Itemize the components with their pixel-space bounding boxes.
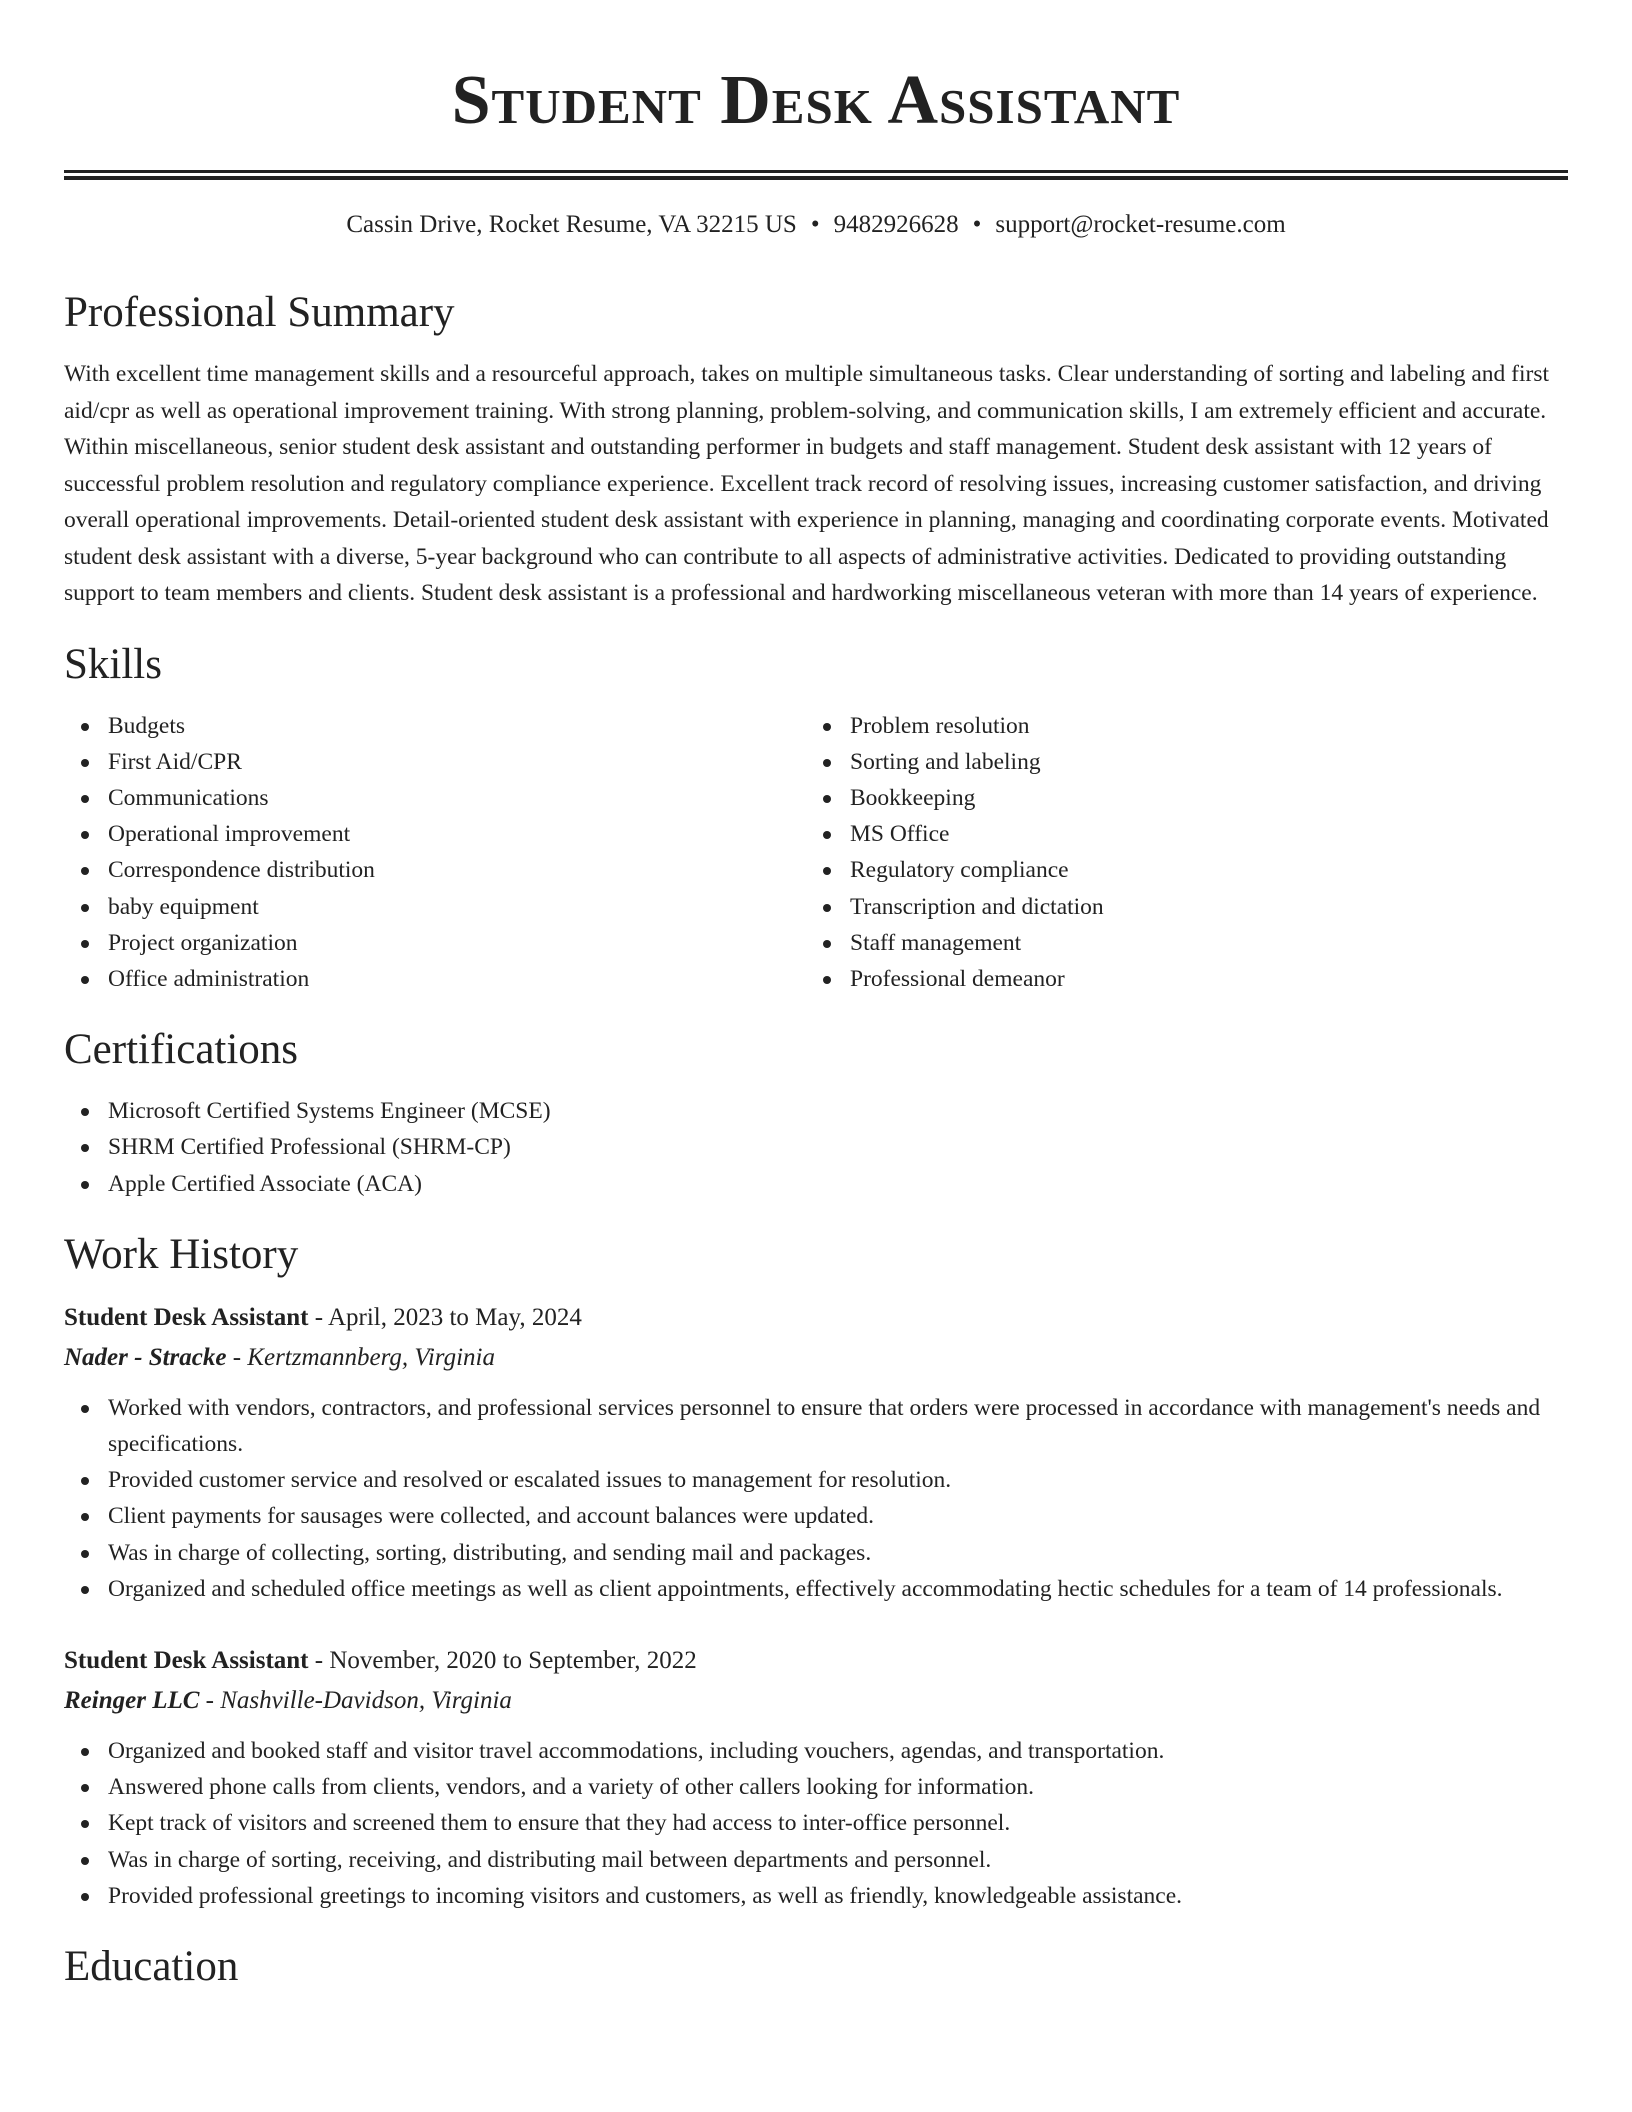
job-location: - Nashville-Davidson, Virginia <box>199 1686 512 1714</box>
job-company: Nader - Stracke <box>64 1343 227 1371</box>
skill-item: Problem resolution <box>806 708 1548 744</box>
work-history-heading: Work History <box>64 1230 299 1278</box>
job-duties-list <box>64 1390 1568 1607</box>
job-dates: - April, 2023 to May, 2024 <box>308 1303 582 1331</box>
skills-heading: Skills <box>64 640 162 688</box>
job-duty-item: Was in charge of collecting, sorting, distributing, and sending mail and packages. <box>64 1535 1568 1571</box>
skill-item: baby equipment <box>64 889 806 925</box>
contact-email: support@rocket-resume.com <box>995 211 1286 238</box>
skill-item: First Aid/CPR <box>64 744 806 780</box>
header-divider <box>64 170 1568 180</box>
skill-item: Professional demeanor <box>806 961 1548 997</box>
job-title: Student Desk Assistant <box>64 1646 309 1674</box>
certifications-list <box>64 1093 1568 1202</box>
skill-item: Budgets <box>64 708 806 744</box>
job-duty-item: Worked with vendors, contractors, and professional services personnel to ensure that orders were processed in accordance with management's needs and specifications. <box>64 1390 1568 1462</box>
job-location: - Kertzmannberg, Virginia <box>226 1343 495 1371</box>
certification-item: Apple Certified Associate (ACA) <box>64 1166 1568 1202</box>
skill-item: Office administration <box>64 961 806 997</box>
job-dates: - November, 2020 to September, 2022 <box>308 1646 697 1674</box>
job-entry <box>64 1298 1568 1607</box>
job-title: Student Desk Assistant <box>64 1303 309 1331</box>
skill-item: Bookkeeping <box>806 780 1548 816</box>
summary-text: With excellent time management skills and a resourceful approach, takes on multiple simultaneous tasks. Clear understanding of sorting and labeling and first aid/cpr as well as operational improvement training. With strong planning, problem-solving, and communication skills, I am extremely efficient and accurate. Within miscellaneous, senior student desk assistant and outstanding performer in budgets and staff management. Student desk assistant with 12 years of successful problem resolution and regulatory compliance experience. Excellent track record of resolving issues, increasing customer satisfaction, and driving overall operational improvements. Detail-oriented student desk assistant with experience in planning, managing and coordinating corporate events. Motivated student desk assistant with a diverse, 5-year background who can contribute to all aspects of administrative activities. Dedicated to providing outstanding support to team members and clients. Student desk assistant is a professional and hardworking miscellaneous veteran with more than 14 years of experience. <box>64 361 1550 606</box>
certification-item: SHRM Certified Professional (SHRM-CP) <box>64 1129 1568 1165</box>
skills-list <box>64 708 1568 998</box>
skill-item: Transcription and dictation <box>806 889 1548 925</box>
skills-column-right <box>806 708 1548 998</box>
skill-item: Staff management <box>806 925 1548 961</box>
job-duty-item: Organized and scheduled office meetings as well as client appointments, effectively accommodating hectic schedules for a team of 14 professionals. <box>64 1571 1568 1607</box>
job-duties-list <box>64 1733 1568 1914</box>
job-entry <box>64 1641 1568 1914</box>
summary-heading: Professional Summary <box>64 289 455 336</box>
contact-separator: • <box>972 211 982 238</box>
contact-separator: • <box>810 211 820 238</box>
contact-line <box>64 208 1568 242</box>
skill-item: Communications <box>64 780 806 816</box>
job-duty-item: Client payments for sausages were collected, and account balances were updated. <box>64 1498 1568 1534</box>
job-company-line <box>64 1338 1568 1378</box>
job-company: Reinger LLC <box>64 1686 200 1714</box>
skill-item: Sorting and labeling <box>806 744 1548 780</box>
contact-address: Cassin Drive, Rocket Resume, VA 32215 US <box>346 211 797 238</box>
job-duty-item: Kept track of visitors and screened them to ensure that they had access to inter-office personnel. <box>64 1805 1568 1841</box>
skill-item: Project organization <box>64 925 806 961</box>
contact-phone: 9482926628 <box>833 211 959 238</box>
candidate-name: Student Desk Assistant <box>451 62 1181 139</box>
job-duty-item: Organized and booked staff and visitor travel accommodations, including vouchers, agendas, and transportation. <box>64 1733 1568 1769</box>
job-title-line <box>64 1298 1568 1338</box>
job-title-line <box>64 1641 1568 1681</box>
job-duty-item: Was in charge of sorting, receiving, and distributing mail between departments and personnel. <box>64 1842 1568 1878</box>
job-duty-item: Provided customer service and resolved or escalated issues to management for resolution. <box>64 1462 1568 1498</box>
education-heading: Education <box>64 1942 239 1990</box>
skill-item: Operational improvement <box>64 816 806 852</box>
certification-item: Microsoft Certified Systems Engineer (MCSE) <box>64 1093 1568 1129</box>
skill-item: MS Office <box>806 816 1548 852</box>
skills-column-left <box>64 708 806 998</box>
job-duty-item: Provided professional greetings to incoming visitors and customers, as well as friendly, knowledgeable assistance. <box>64 1878 1568 1914</box>
skill-item: Regulatory compliance <box>806 852 1548 888</box>
certifications-heading: Certifications <box>64 1026 299 1074</box>
skill-item: Correspondence distribution <box>64 852 806 888</box>
job-duty-item: Answered phone calls from clients, vendors, and a variety of other callers looking for information. <box>64 1769 1568 1805</box>
job-company-line <box>64 1681 1568 1721</box>
